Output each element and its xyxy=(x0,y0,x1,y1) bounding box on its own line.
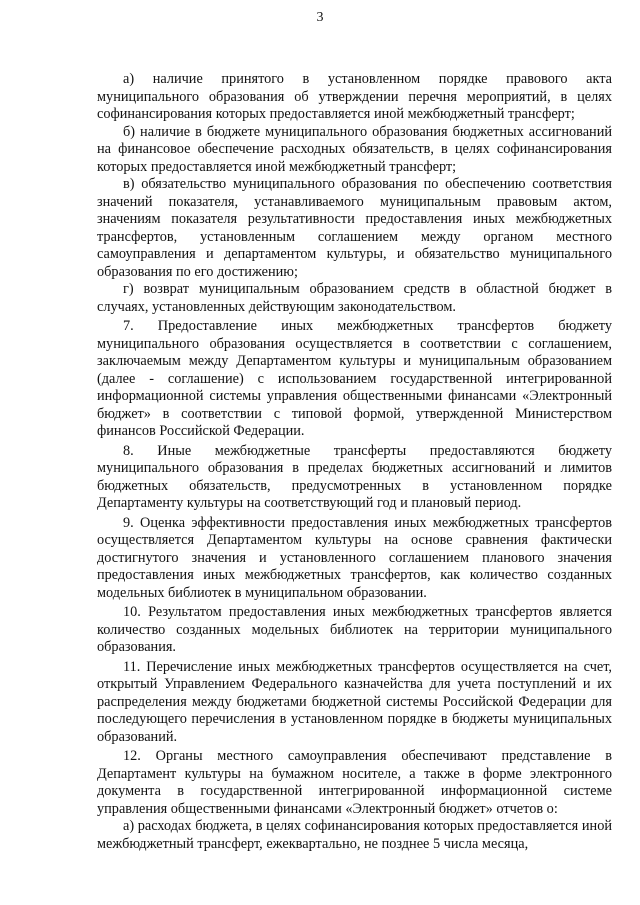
paragraph-subitem-a: а) наличие принятого в установленном порядке правового акта муниципального образования об утверждении перечня мероприятий, в целях софинансирования которых предоставляется иной межбюджетный трансферт; xyxy=(97,71,612,122)
paragraph-item-11: 11. Перечисление иных межбюджетных трансфертов осуществляется на счет, открытый Управлением Федерального казначейства для учета поступлений и их распределения между бюджетами бюджетной системы Российской Федерации для последующего перечисления в установленном порядке в бюджеты муниципальных образований. xyxy=(97,658,612,745)
paragraph-item-9: 9. Оценка эффективности предоставления иных межбюджетных трансфертов осуществляется Департаментом культуры на основе сравнения фактически достигнутого значения и установленного соглашением планового значения предоставления иных межбюджетных трансфертов, как количество созданных модельных библиотек в муниципальном образовании. xyxy=(97,514,612,601)
page-number: 3 xyxy=(316,10,324,25)
paragraph-item-7: 7. Предоставление иных межбюджетных трансфертов бюджету муниципального образования осуществляется в соответствии с соглашением, заключаемым между Департаментом культуры и муниципальным образованием (далее - соглашение) с использованием государственной интегрированной информационной системы управления общественными финансами «Электронный бюджет» в соответствии с типовой формой, утвержденной Министерством финансов Российской Федерации. xyxy=(97,318,612,439)
paragraph-subitem-g: г) возврат муниципальным образованием средств в областной бюджет в случаях, установленных действующим законодательством. xyxy=(97,281,612,315)
document-body xyxy=(97,71,612,853)
paragraph-subitem-v: в) обязательство муниципального образования по обеспечению соответствия значений показателя, устанавливаемого муниципальным правовым актом, значениям показателя результативности предоставления иных межбюджетных трансфертов, установленным соглашением между органом местного самоуправления и департаментом культуры, и обязательство муниципального образования по его достижению; xyxy=(97,176,612,280)
paragraph-item-12: 12. Органы местного самоуправления обеспечивают представление в Департамент культуры на бумажном носителе, а также в форме электронного документа в государственной интегрированной информационной системе управления общественными финансами «Электронный бюджет» отчетов о: xyxy=(97,748,612,817)
paragraph-subitem-b: б) наличие в бюджете муниципального образования бюджетных ассигнований на финансовое обеспечение расходных обязательств, в целях софинансирования которых предоставляется иной межбюджетный трансферт; xyxy=(97,123,612,175)
paragraph-item-8: 8. Иные межбюджетные трансферты предоставляются бюджету муниципального образования в пределах бюджетных ассигнований и лимитов бюджетных обязательств, предусмотренных в установленном порядке Департаменту культуры на соответствующий год и плановый период. xyxy=(97,442,612,511)
paragraph-item-10: 10. Результатом предоставления иных межбюджетных трансфертов является количество созданных модельных библиотек на территории муниципального образования. xyxy=(97,604,612,655)
paragraph-item-12-subitem-a: а) расходах бюджета, в целях софинансирования которых предоставляется иной межбюджетный трансферт, ежеквартально, не позднее 5 числа месяца, xyxy=(97,818,612,852)
